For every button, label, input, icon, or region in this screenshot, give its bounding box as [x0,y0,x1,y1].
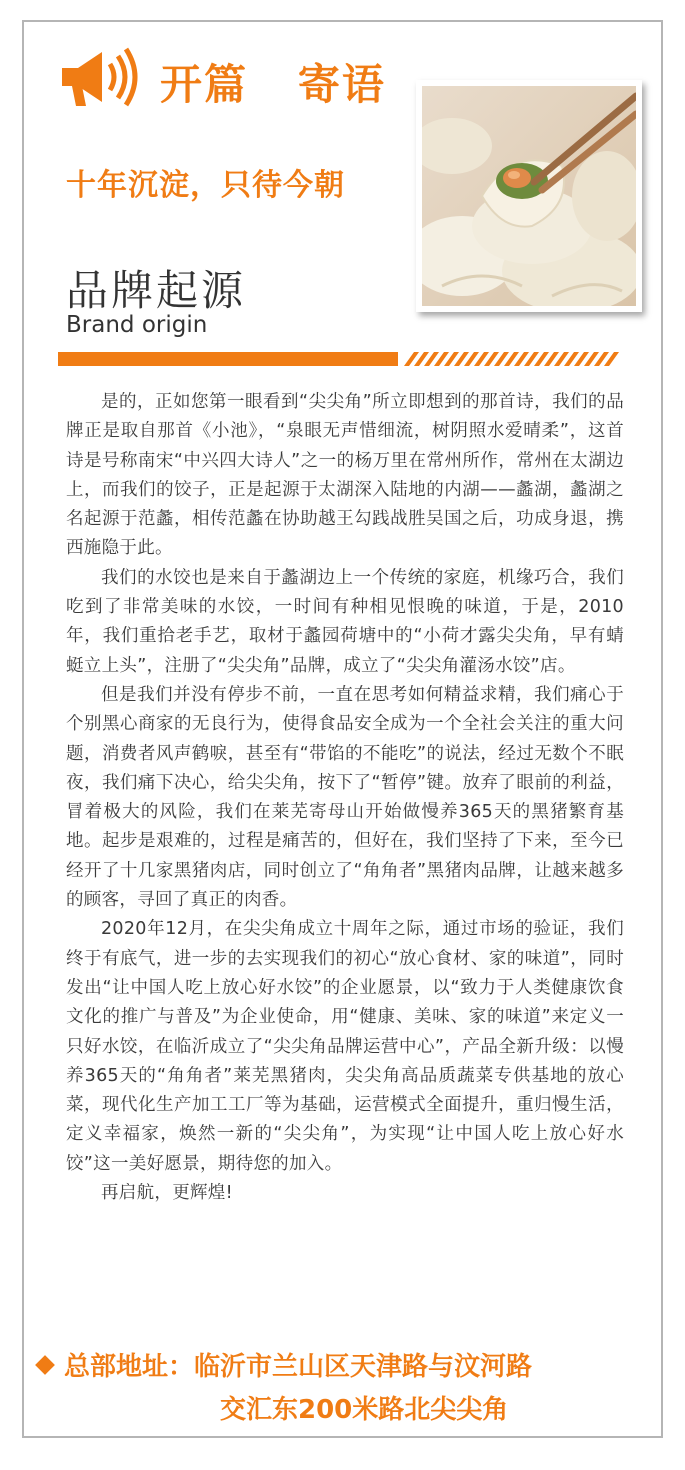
paragraph: 是的，正如您第一眼看到“尖尖角”所立即想到的那首诗，我们的品牌正是取自那首《小池》，“泉眼无声惜细流，树阴照水爱晴柔”，这首诗是号称南宋“中兴四大诗人”之一的杨万里在常州所作，常州在太湖边上，而我们的饺子，正是起源于太湖深入陆地的内湖——蠡湖，蠡湖之名起源于范蠡，相传范蠡在协助越王勾践战胜吴国之后，功成身退，携西施隐于此。 [66,392,624,559]
section-divider [58,352,624,366]
diamond-bullet-icon [35,1355,55,1375]
paragraph: 但是我们并没有停步不前，一直在思考如何精益求精，我们痛心于个别黑心商家的无良行为，使得食品安全成为一个全社会关注的重大问题，消费者风声鹤唳，甚至有“带馅的不能吃”的说法，经过无数个不眠夜，我们痛下决心，给尖尖角，按下了“暂停”键。放弃了眼前的利益，冒着极大的风险，我们在莱芜寄母山开始做慢养365天的黑猪繁育基地。起步是艰难的，过程是痛苦的，但好在，我们坚持了下来，至今已经开了十几家黑猪肉店，同时创立了“角角者”黑猪肉品牌，让越来越多的顾客，寻回了真正的肉香。 [66,684,624,911]
header-title: 开篇 寄语 [160,60,386,109]
address-line2: 交汇东200米路北尖尖角 [220,1395,509,1425]
address-line1: 临沂市兰山区天津路与汶河路 [194,1352,533,1382]
brand-title-en: Brand origin [66,312,208,338]
paragraph: 我们的水饺也是来自于蠡湖边上一个传统的家庭，机缘巧合，我们吃到了非常美味的水饺，一时间有种相见恨晚的味道，于是，2010年，我们重拾老手艺，取材于蠡园荷塘中的“小荷才露尖尖角，早有蜻蜓立上头”，注册了“尖尖角”品牌，成立了“尖尖角灌汤水饺”店。 [66,567,624,676]
megaphone-icon [58,46,138,112]
body-text [66,388,624,1208]
address-block [36,1346,656,1426]
address-label: 总部地址： [64,1352,195,1382]
dumpling-photo [416,80,642,312]
paragraph: 再启航，更辉煌! [101,1183,233,1204]
paragraph: 2020年12月，在尖尖角成立十周年之际，通过市场的验证，我们终于有底气，进一步的去实现我们的初心“放心食材、家的味道”，同时发出“让中国人吃上放心好水饺”的企业愿景，以“致力于人类健康饮食文化的推广与普及”为企业使命，用“健康、美味、家的味道”来定义一只好水饺，在临沂成立了“尖尖角品牌运营中心”，产品全新升级：以慢养365天的“角角者”莱芜黑猪肉，尖尖角高品质蔬菜专供基地的放心菜，现代化生产加工工厂等为基础，运营模式全面提升，重归慢生活，定义幸福家，焕然一新的“尖尖角”，为实现“让中国人吃上放心好水饺”这一美好愿景，期待您的加入。 [66,919,624,1174]
brand-title-cn: 品牌起源 [66,266,247,315]
dumpling-illustration [422,86,636,306]
tagline: 十年沉淀，只待今朝 [66,168,345,203]
